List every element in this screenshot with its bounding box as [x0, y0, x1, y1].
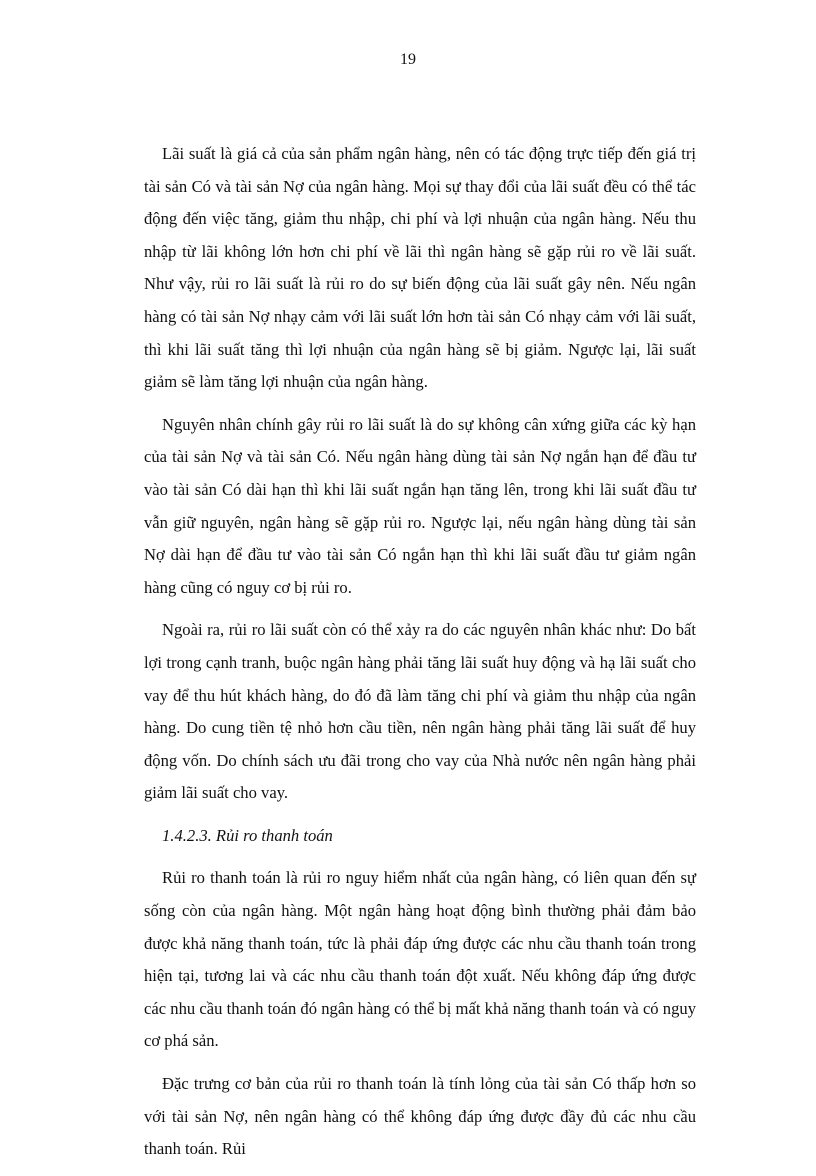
- paragraph-liquidity-risk-characteristics: Đặc trưng cơ bản của rủi ro thanh toán là tính lỏng của tài sản Có thấp hơn so với tài sản Nợ, nên ngân hàng có thể không đáp ứng được đầy đủ các nhu cầu thanh toán. Rủi: [144, 1074, 696, 1159]
- paragraph-liquidity-risk-definition: Rủi ro thanh toán là rủi ro nguy hiểm nhất của ngân hàng, có liên quan đến sự sống còn của ngân hàng. Một ngân hàng hoạt động bình thường phải đảm bảo được khả năng thanh toán, tức là phải đáp ứng được các nhu cầu thanh toán trong hiện tại, tương lai và các nhu cầu thanh toán đột xuất. Nếu không đáp ứng được các nhu cầu thanh toán đó ngân hàng có thể bị mất khả năng thanh toán và có nguy cơ phá sản.: [144, 868, 696, 1051]
- paragraph-interest-rate-other-causes: Ngoài ra, rủi ro lãi suất còn có thể xảy ra do các nguyên nhân khác như: Do bất lợi trong cạnh tranh, buộc ngân hàng phải tăng lãi suất huy động và hạ lãi suất cho vay để thu hút khách hàng, do đó đã làm tăng chi phí và giảm thu nhập của ngân hàng. Do cung tiền tệ nhỏ hơn cầu tiền, nên ngân hàng phải tăng lãi suất để huy động vốn. Do chính sách ưu đãi trong cho vay của Nhà nước nên ngân hàng phải giảm lãi suất cho vay.: [144, 620, 696, 803]
- paragraph-interest-rate-causes: Nguyên nhân chính gây rủi ro lãi suất là do sự không cân xứng giữa các kỳ hạn của tài sản Nợ và tài sản Có. Nếu ngân hàng dùng tài sản Nợ ngắn hạn để đầu tư vào tài sản Có dài hạn thì khi lãi suất ngắn hạn tăng lên, trong khi lãi suất đầu tư vẫn giữ nguyên, ngân hàng sẽ gặp rủi ro. Ngược lại, nếu ngân hàng dùng tài sản Nợ dài hạn để đầu tư vào tài sản Có ngắn hạn thì khi lãi suất đầu tư giảm ngân hàng cũng có nguy cơ bị rủi ro.: [144, 414, 696, 597]
- section-heading: 1.4.2.3. Rủi ro thanh toán: [162, 825, 333, 845]
- page-body: [144, 138, 696, 1176]
- paragraph-interest-rate-definition: Lãi suất là giá cả của sản phẩm ngân hàng, nên có tác động trực tiếp đến giá trị tài sản Có và tài sản Nợ của ngân hàng. Mọi sự thay đổi của lãi suất đều có thể tác động đến việc tăng, giảm thu nhập, chi phí và lợi nhuận của ngân hàng. Nếu thu nhập từ lãi không lớn hơn chi phí về lãi thì ngân hàng sẽ gặp rủi ro về lãi suất. Như vậy, rủi ro lãi suất là rủi ro do sự biến động của lãi suất gây nên. Nếu ngân hàng có tài sản Nợ nhạy cảm với lãi suất lớn hơn tài sản Có nhạy cảm với lãi suất, thì khi lãi suất tăng thì lợi nhuận của ngân hàng sẽ bị giảm. Ngược lại, lãi suất giảm sẽ làm tăng lợi nhuận của ngân hàng.: [144, 144, 696, 392]
- page-number: 19: [400, 51, 416, 68]
